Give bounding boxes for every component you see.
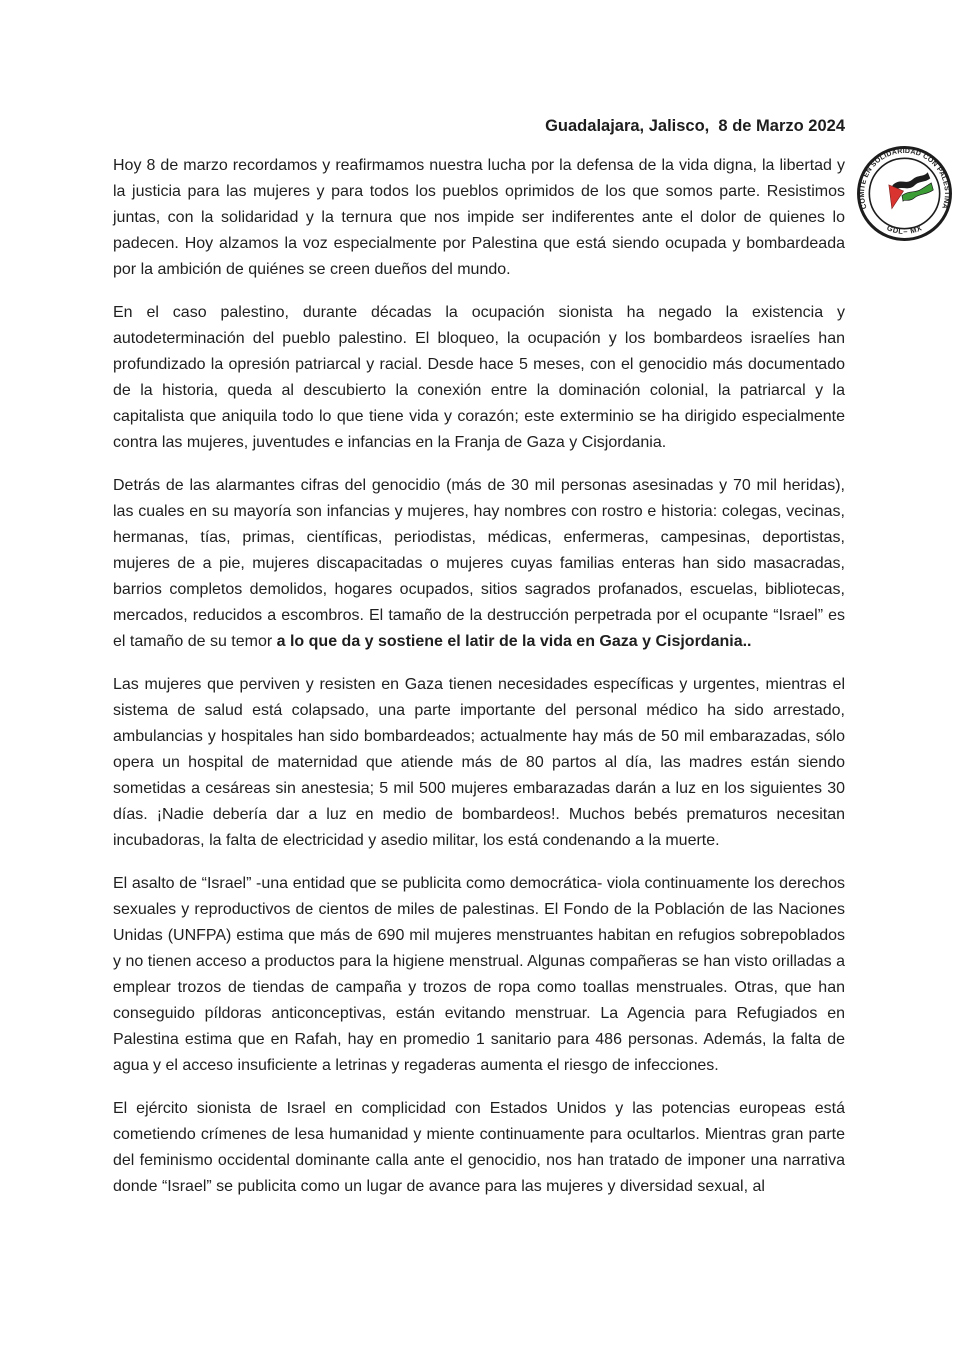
paragraph xyxy=(113,300,845,456)
paragraph xyxy=(113,473,845,655)
paragraph xyxy=(113,672,845,854)
body-text xyxy=(113,153,845,1217)
paragraph-run: En el caso palestino, durante décadas la ocupación sionista ha negado la existencia y autodeterminación del pueblo palestino. El bloqueo, la ocupación y los bombardeos israelíes han profundizado la opresión patriarcal y racial. Desde hace 5 meses, con el genocidio más documentado de la historia, queda al descubierto la conexión entre la dominación colonial, la patriarcal y la capitalista que aniquila todo lo que tiene vida y corazón; este exterminio se ha dirigido especialmente contra las mujeres, juventudes e infancias en la Franja de Gaza y Cisjordania. xyxy=(113,304,845,451)
paragraph-run: Hoy 8 de marzo recordamos y reafirmamos nuestra lucha por la defensa de la vida digna, la libertad y la justicia para las mujeres y para todos los pueblos oprimidos de los que somos parte. Resistimos juntas, con la solidaridad y la ternura que nos impide ser indiferentes ante el dolor de quienes lo padecen. Hoy alzamos la voz especialmente por Palestina que está siendo ocupada y bombardeada por la ambición de quiénes se creen dueños del mundo. xyxy=(113,157,845,278)
date-line: Guadalajara, Jalisco, 8 de Marzo 2024 xyxy=(545,117,845,135)
paragraph-run: Detrás de las alarmantes cifras del genocidio (más de 30 mil personas asesinadas y 70 mil heridas), las cuales en su mayoría son infancias y mujeres, hay nombres con rostro e historia: colegas, vecinas, hermanas, tías, primas, científicas, periodistas, médicas, enfermeras, campesinas, deportistas, mujeres de a pie, mujeres discapacitadas o mujeres cuyas familias enteras han sido masacradas, barrios completos demolidos, hogares ocupados, sitios sagrados profanados, escuelas, bibliotecas, mercados, reducidos a escombros. El tamaño de la destrucción perpetrada por el ocupante “Israel” es el tamaño de su temor xyxy=(113,477,845,650)
solidarity-committee-stamp xyxy=(855,143,954,244)
stamp-bottom-text: GDL– MX xyxy=(885,223,924,236)
paragraph-run: Las mujeres que perviven y resisten en Gaza tienen necesidades específicas y urgentes, mientras el sistema de salud está colapsado, una parte importante del personal médico ha sido arrestado, ambulancias y hospitales han sido bombardeados; actualmente hay más de 50 mil embarazadas, sólo opera un hospital de maternidad que atiende más de 80 partos al día, las madres están siendo sometidas a cesáreas sin anestesia; 5 mil 500 mujeres embarazadas darán a luz en los siguientes 30 días. ¡Nadie debería dar a luz en medio de bombardeos!. Muchos bebés prematuros necesitan incubadoras, la falta de electricidad y asedio militar, los está condenando a la muerte. xyxy=(113,676,845,849)
paragraph-bold-run: a lo que da y sostiene el latir de la vida en Gaza y Cisjordania.. xyxy=(276,633,752,650)
stamp-outer-ring xyxy=(859,148,951,240)
paragraph-run: El asalto de “Israel” -una entidad que se publicita como democrática- viola continuamente los derechos sexuales y reproductivos de cientos de miles de palestinas. El Fondo de la Población de las Naciones Unidas (UNFPA) estima que más de 690 mil mujeres menstruantes habitan en refugios sobrepoblados y no tienen acceso a productos para la higiene menstrual. Algunas compañeras se han visto orilladas a emplear trozos de tiendas de campaña y trozos de ropa como toallas menstruales. Otras, que han conseguido píldoras anticonceptivas, están evitando menstruar. La Agencia para Refugiados en Palestina estima que en Rafah, hay en promedio 1 sanitario para 486 personas. Además, la falta de agua y el acceso insuficiente a letrinas y regaderas aumenta el riesgo de infecciones. xyxy=(113,875,845,1074)
paragraph-run: El ejército sionista de Israel en complicidad con Estados Unidos y las potencias europeas está cometiendo crímenes de lesa humanidad y miente continuamente para ocultarlos. Mientras gran parte del feminismo occidental dominante calla ante el genocidio, nos han tratado de imponer una narrativa donde “Israel” se publicita como un lugar de avance para las mujeres y diversidad sexual, al xyxy=(113,1100,845,1195)
paragraph xyxy=(113,153,845,283)
paragraph xyxy=(113,871,845,1079)
paragraph xyxy=(113,1096,845,1200)
stamp-ring-text: COMITÉ EN SOLIDARIDAD CON PALESTINA xyxy=(859,147,950,210)
